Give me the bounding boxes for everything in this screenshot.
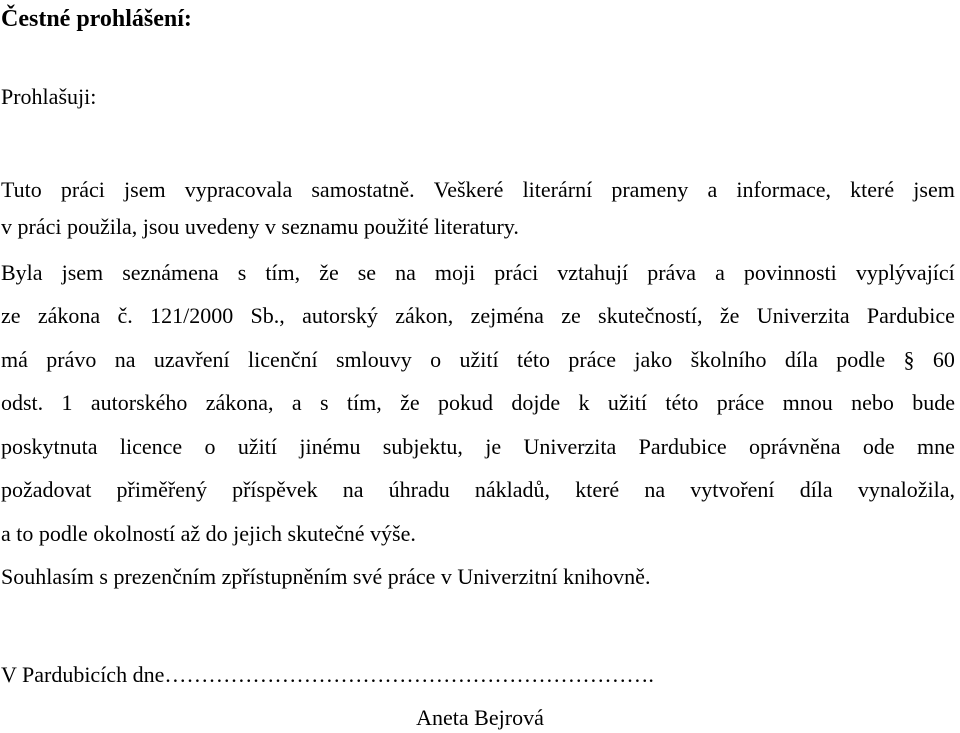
word: Pardubice [866, 303, 955, 328]
intro-label: Prohlašuji: [1, 84, 97, 109]
word: a [707, 177, 718, 202]
word: má [1, 346, 28, 372]
word: na [114, 346, 136, 372]
word: zákona [37, 303, 101, 328]
word: vypracovala [184, 177, 293, 202]
word: vztahují [557, 259, 629, 285]
word: užití [459, 346, 499, 372]
paragraph-line: a to podle okolností až do jejich skutečné výše. [1, 520, 416, 546]
word: o [430, 346, 442, 372]
word: informace, [736, 177, 832, 202]
library-consent: Souhlasím s prezenčním zpřístupněním své práce v Univerzitní knihovně. [1, 564, 651, 589]
word: Univerzita [756, 303, 850, 328]
paragraph-line [1, 294, 955, 338]
word: ze [1, 303, 21, 328]
word: subjektu, [382, 433, 463, 459]
word: mnou [782, 390, 833, 415]
word: jsem [124, 177, 166, 202]
word: požadovat [1, 477, 92, 502]
word: č. [117, 303, 133, 328]
word: 121/2000 [150, 303, 234, 328]
word: vyplývající [855, 259, 955, 285]
word: vytvoření [690, 477, 775, 502]
page-title: Čestné prohlášení: [1, 6, 192, 32]
word: na [395, 259, 416, 285]
word: licenční [247, 346, 318, 372]
word: že [319, 259, 339, 285]
word: ze [561, 303, 581, 328]
word: Tuto [1, 177, 42, 202]
word: povinnosti [743, 259, 837, 285]
word: Byla [1, 259, 43, 285]
word: literární [522, 177, 593, 202]
word: seznámena [122, 259, 219, 285]
word: skutečností, [598, 303, 703, 328]
word: nákladů, [474, 477, 551, 502]
word: moji [434, 259, 476, 285]
word: autorský [302, 303, 378, 328]
word: mne [917, 433, 955, 459]
word: úhradu [388, 477, 450, 502]
word: které [575, 477, 620, 502]
place-date-line: V Pardubicích dne…………………………………………………………. [1, 662, 654, 687]
paragraph-line [1, 425, 955, 469]
paragraph-line [1, 251, 955, 295]
word: tím, [265, 259, 301, 285]
word: Pardubice [638, 433, 727, 459]
word: práce [716, 390, 765, 415]
word: ode [862, 433, 895, 459]
word: práci [494, 259, 539, 285]
paragraph-line [1, 168, 955, 212]
word: Veškeré [433, 177, 504, 202]
word: dojde [511, 390, 561, 415]
word: na [342, 477, 364, 502]
word: přiměřený [116, 477, 207, 502]
word: práce [568, 346, 617, 372]
word: s [320, 390, 329, 415]
word: § [903, 346, 915, 372]
word: této [517, 346, 551, 372]
paragraph-line [1, 338, 955, 382]
word: jsem [61, 259, 104, 285]
word: na [644, 477, 666, 502]
word: práva [647, 259, 697, 285]
word: zejména [470, 303, 544, 328]
word: díla [784, 346, 818, 372]
word: poskytnuta [1, 433, 98, 459]
word: oprávněna [748, 433, 841, 459]
word: odst. [1, 390, 44, 415]
word: samostatně. [311, 177, 415, 202]
word: autorského [90, 390, 188, 415]
word: že [719, 303, 740, 328]
word: jako [634, 346, 673, 372]
word: nebo [851, 390, 894, 415]
word: jinému [299, 433, 361, 459]
declaration-body [1, 168, 955, 599]
author-signature: Aneta Bejrová [416, 705, 544, 730]
word: školního [690, 346, 767, 372]
word: o [204, 433, 216, 459]
word: že [400, 390, 420, 415]
paragraph-line: v práci použila, jsou uvedeny v seznamu použité literatury. [1, 213, 519, 239]
word: se [357, 259, 377, 285]
word: užití [237, 433, 277, 459]
word: uzavření [153, 346, 230, 372]
word: příspěvek [232, 477, 318, 502]
word: této [665, 390, 699, 415]
word: je [485, 433, 502, 459]
word: bude [912, 390, 955, 415]
word: práci [60, 177, 105, 202]
word: užití [607, 390, 647, 415]
word: 60 [932, 346, 955, 372]
word: Univerzita [523, 433, 617, 459]
word: s [237, 259, 247, 285]
word: díla [799, 477, 833, 502]
word: 1 [61, 390, 73, 415]
word: podle [836, 346, 886, 372]
word: zákon, [395, 303, 454, 328]
word: pokud [437, 390, 493, 415]
word: smlouvy [336, 346, 412, 372]
word: právo [46, 346, 97, 372]
word: k [578, 390, 590, 415]
word: a [291, 390, 302, 415]
word: jsem [913, 177, 955, 202]
paragraph-line [1, 468, 955, 512]
word: zákona, [205, 390, 274, 415]
paragraph-line [1, 381, 955, 425]
word: a [715, 259, 725, 285]
word: vynaložila, [857, 477, 955, 502]
word: licence [119, 433, 183, 459]
word: Sb., [250, 303, 285, 328]
word: tím, [346, 390, 382, 415]
word: které [850, 177, 895, 202]
word: prameny [611, 177, 689, 202]
